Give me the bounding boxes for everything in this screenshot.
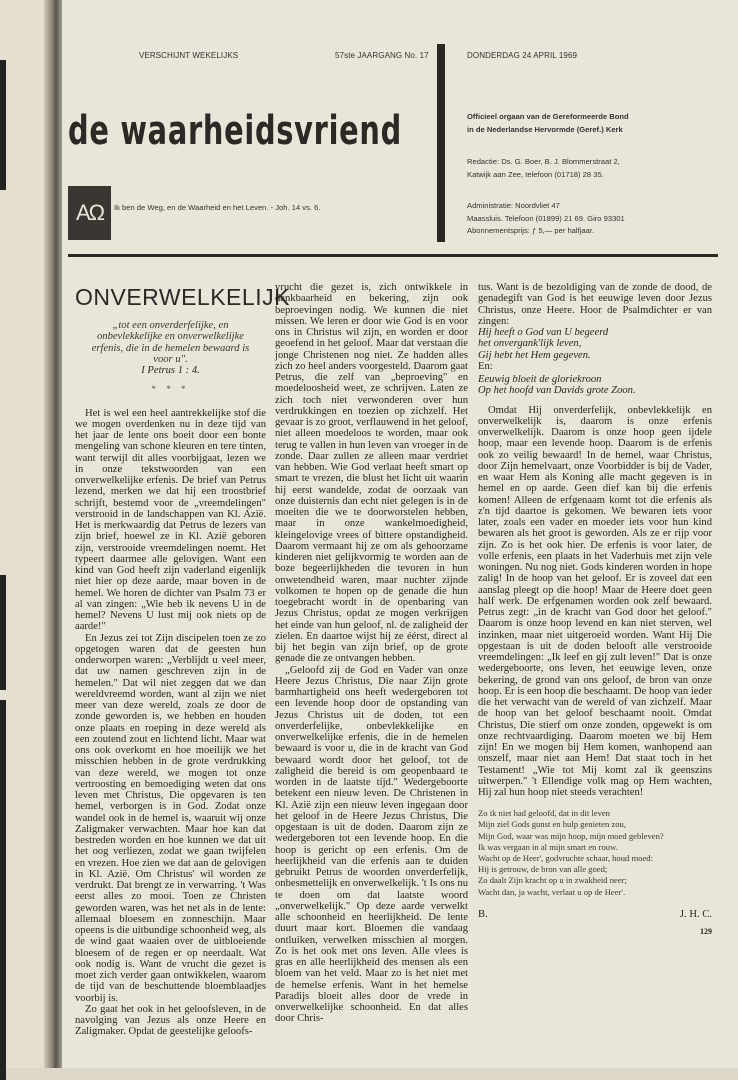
masthead [68, 104, 402, 158]
paragraph: En Jezus zei tot Zijn discipelen toen ze zo opgetogen waren dat de geesten hun onderworpen waren: „Verblijdt u veel meer, dat uw namen geschreven zijn in de hemelen." Dat wil niet zeggen dat we dan wereldvreemd worden, want al zijn we niet meer van deze wereld, zoals ze door de zonde geworden is, we hebben en houden onze plaats en roeping in deze wereld als een zoutend zout en lichtend licht. Maar wat ons ook overkomt en hoe moeilijk we het misschien hebben in de grote verdrukking van deze wereld, we mogen tot onze vertroosting en bemoediging weten dat ons leven met Christus, Die opgevaren is ten hemel, verborgen is in God. Zodat onze wandel ook in de hemel is, waaruit wij onze Zaligmaker verwachten. Maar hoe kan dat bestreden worden en hoe kunnen we dat uit het oog verliezen, zodat we gaan twijfelen en vrezen. Hoe zien we dat aan de gelovigen in Kl. Azië. Om Christus' wil worden ze verdrukt. Dat brengt ze in verwarring. 't Was eerst alles zo mooi. Toen ze Christen geworden waren, was het net als in de lente: allemaal bloesem en zonneschijn. Maar opeens is die uitbundige schoonheid weg, als de wind gaat waaien over de uitbloeiende bloesem of de regen er op neerdaalt. Wat ook nodig is. Want de vrucht die gezet is moet zich verder gaan ontwikkelen, waarom de tijd van de beschuttende bloemblaadjes voorbij is. [75, 632, 266, 1004]
editorial-line: Redactie: Ds. G. Boer, B. J. Blommerstraat 2, [467, 157, 620, 166]
administration-info [467, 200, 625, 238]
organ-info [467, 110, 629, 136]
date-label: DONDERDAG 24 APRIL 1969 [467, 51, 578, 60]
article-column-2 [275, 282, 468, 1052]
signature-right: J. H. C. [679, 908, 712, 920]
masthead-title: de waarheidsvriend [68, 108, 402, 154]
article-column-3 [478, 282, 712, 1052]
page-number: 129 [700, 927, 712, 937]
paragraph: tus. Want is de bezoldiging van de zonde de dood, de genadegift van God is het eeuwige leven door Jezus Christus, onze Heere. Hoor de Psalmdichter er van zingen: [478, 282, 712, 327]
alpha-omega-logo: AΩ [68, 186, 111, 240]
volume-label: 57ste JAARGANG No. 17 [335, 51, 429, 60]
paragraph: Omdat Hij onverderfelijk, onbevlekkelijk en onverwelkelijk is, daarom is onze erfenis onverwelkelijk. Daarom is onze hoop geen ijdele hoop, maar een levende hoop. Daarom is de erfenis ook zo veilig bewaard! In de hemel, waar Christus, door Zijn hemelvaart, onze Voorbidder is bij de Vader, en waar Hem als Koning alle macht gegeven is in hemel en op aarde. Geen dief kan bij die erfenis komen! Alleen de erfgenaam komt tot die erfenis als z'n tijd daartoe is gekomen. We bewaren iets voor later, zoals een vader en moeder iets voor hun kind bewaren als het groot is geworden. Als ze er rijp voor zijn. Zo is het ook hier. De erfenis is voor later, de volle erfenis, een plaats in het Vaderhuis met zijn vele woningen. Nu nog niet. Gods kinderen worden in hope zalig! In de hoop van het geloof. Er is zoveel dat een aanslag pleegt op die hoop! Maar de Heere doet geen half werk. De erfgenamen worden ook zelf bewaard. Petrus zegt: „in de kracht van God door het geloof." Daarom is onze hoop levend en kan niet sterven, wel inzinken, maar niet uitgeroeid worden. Want Hij Die opgestaan is uit de doden belooft alle verstrooide vreemdelingen: „Ik leef en gij zult leven!" Dat is onze wedergeboorte, ons leven, het eeuwige leven, onze bekering, de grond van ons geloof, de bron van onze hoop. Er is een hoop die beschaamt. De hoop van ieder die het verwacht van de wereld of van zichzelf. Maar de hoop van het geloof beschaamt nooit. Omdat Christus, Die stierf om onze zonden, opgewekt is om onze rechtvaardiging. Daarom moeten we bij Hem zijn! En we mogen bij Hem komen, wanhopend aan onszelf, maar niet aan Hem! Dat staat toch in het Testament! „Wie tot Mij komt zal ik geenszins uitwerpen." 't Ellendige volk mag op Hem wachten, Hij zal hun hoop niet steeds verachten! [478, 404, 712, 798]
verse-line: Eeuwig bloeit de gloriekroon [478, 374, 602, 385]
poem-line: Wacht dan, ja wacht, verlaat u op de Heer'. [478, 886, 626, 897]
editorial-line: Katwijk aan Zee, telefoon (01718) 28 35. [467, 170, 604, 179]
poem-line: Zo daalt Zijn kracht op u in zwakheid neer; [478, 875, 627, 886]
organ-line: Officieel orgaan van de Gereformeerde Bond [467, 112, 629, 121]
frequency-label: VERSCHIJNT WEKELIJKS [139, 51, 239, 60]
poem-line: Hij is getrouw, de bron van alle goed; [478, 864, 608, 875]
previous-page-edge [0, 0, 44, 1068]
verse-line: Op het hoofd van Davids grote Zoon. [478, 385, 636, 397]
epigraph: „tot een onverderfelijke, en onbevlekkelijke en onverwelkelijke erfenis, die in de hemelen bewaard is voor u". [91, 320, 250, 365]
header-divider [437, 44, 445, 242]
administration-line: Abonnementsprijs: ƒ 5,— per halfjaar. [467, 226, 595, 235]
epigraph-reference: I Petrus 1 : 4. [141, 365, 200, 376]
paragraph: vrucht die gezet is, zich ontwikkele in dankbaarheid en bekering, zijn ook beproevingen nodig. We kunnen die niet missen. We leren er door wie God is en voor ons in Christus wil zijn, en worden er door geoefend in het geloof. Maar dat verstaan die jonge Christenen nog niet. Ze hadden alles zich zo heel anders voorgesteld. Daarom gaat Petrus, die zelf van „beproeving" en moedeloosheid weet, ze schrijven. Laten ze zich toch niet verwonderen over hun verdrukkingen en toezien op zichzelf. Het gevaar is zo groot, verflauwend in het geloof, niet alleen moedeloos te worden, maar ook terug te vallen in hun leven van vroeger in de zonde. Daar zullen ze alleen maar verdriet van hebben. Wie God verlaat heeft smart op smart te vrezen, die blust het licht uit waarin hij eerst wandelde, zodat de oorzaak van onze duisternis dan echt niet gelegen is in de moeiten die we te doorworstelen hebben, maar in onze wankelmoedigheid, kleingelovige vrees of bittere opstandigheid. Daarom vermaant hij ze om als gehoorzame kinderen niet gelijkvormig te worden aan de boze begeerlijkheden die tevoren in hun onwetendheid waren, maar nuchter zijnde volkomen te hopen op de genade die hun toegebracht wordt in de openbaring van Jezus Christus, opdat ze mogen verkrijgen het einde van hun geloof, nl. de zaligheid der zielen. En daartoe wijst hij ze éérst, direct al bij het begin van zijn brief, op de grote genade die ze ontvangen hebben. [275, 282, 468, 665]
verse-line: het onvergank'lijk leven, [478, 338, 582, 350]
verse-line: Gij hebt het Hem gegeven. [478, 349, 591, 361]
header-rule [68, 254, 718, 257]
paragraph: Zo gaat het ook in het geloofsleven, in de navolging van Jezus als onze Heere en Zaligmaker. Opdat de geestelijke geloofs- [75, 1003, 266, 1038]
poem-line: Zo ik niet had geloofd, dat in dit leven [478, 808, 610, 819]
editorial-info [467, 155, 620, 181]
administration-line: Administratie: Noordvliet 47 [467, 201, 560, 210]
organ-line: in de Nederlandse Hervormde (Geref.) Kerk [467, 125, 623, 134]
paragraph: „Geloofd zij de God en Vader van onze Heere Jezus Christus, Die naar Zijn grote barmhartigheid ons heeft wedergeboren tot een levende hoop door de opstanding van Jezus Christus uit de doden, tot een onverderfelijke, onbevlekkelijke en onverwelkelijke erfenis, die in de hemelen bewaard is voor u, die in de kracht van God bewaard wordt door het geloof, tot de zaligheid die bereid is om geopenbaard te worden in de laatste tijd." Wedergeboorte betekent een nieuw leven. De Christenen in Kl. Azië zijn een nieuw leven ingegaan door het geloof in de Heere Jezus Christus, Die opgestaan is uit de doden. Daarom zijn ze wedergeboren tot een levende hoop. En die hoop is gericht op een erfenis. Om de heerlijkheid van die erfenis aan te duiden gebruikt Petrus de woorden onverderfelijk, onbesmettelijk en onverwelkelijk. 't Is ons nu te doen om dat laatste woord „onverwelkelijk." Op deze aarde verwelkt alle schoonheid en heerlijkheid. De lente duurt maar kort. Bloemen die vandaag ontluiken, verwelken misschien al morgen. Zo is het ook met ons leven. Alle vlees is gras en alle heerlijkheid des mensen als een bloem van het veld. Maar zo is het niet met de hemelse erfenis. Want in het hemelse Paradijs bloeit alles door de vrede in onverwelkelijke schoonheid. En dat alles door Chris- [275, 664, 468, 1025]
signature-left: B. [478, 908, 488, 920]
previous-page-rule [0, 700, 6, 1080]
closing-poem [478, 808, 712, 898]
previous-page-rule [0, 575, 6, 690]
separator: * * * [151, 384, 190, 395]
previous-page-rule [0, 60, 6, 190]
poem-line: Mijn ziel Gods gunst en hulp genieten zou, [478, 819, 626, 830]
poem-line: Mijn God, waar was mijn hoop, mijn moed gebleven? [478, 830, 664, 841]
newspaper-page [62, 0, 738, 1068]
article-column-1 [75, 282, 290, 1052]
verse-line: Hij heeft o God van U begeerd [478, 327, 609, 338]
signatures [478, 909, 712, 920]
paragraph: Het is wel een heel aantrekkelijke stof die we mogen overdenken nu in deze tijd van het jaar de lente ons boeit door een bonte mengeling van schone kleuren en tere tinten, want terwijl dit alles voorbijgaat, lezen we in onze tekstwoorden van een onverwelkelijke erfenis. De brief van Petrus lezend, merken we dat hij een troostbrief schrijft, bestemd voor de „vreemdelingen" verstrooid in de landschappen van Kl. Azië. Het is merkwaardig dat Petrus de lezers van zijn brief, hoewel ze in Kl. Azië geboren zijn, verstrooide vreemdelingen noemt. Het typeert daarmee alle gelovigen. Want een kind van God heeft zijn vaderland eigenlijk niet hier op deze aarde, maar boven in de hemel. We horen de dichter van Psalm 73 er al van zingen: „Wie heb ik nevens U in de hemel? Nevens U lust mij ook niets op de aarde!" [75, 407, 266, 633]
article-title: ONVERWELKELIJK [75, 284, 290, 310]
conjunction: En: [478, 360, 493, 372]
page-gutter [44, 0, 64, 1068]
poem-line: Ik was vergaan in al mijn smart en rouw. [478, 841, 618, 852]
motto: Ik ben de Weg, en de Waarheid en het Leven. - Joh. 14 vs. 6. [114, 203, 321, 212]
administration-line: Maassluis. Telefoon (01899) 21 69. Giro 93301 [467, 213, 625, 223]
poem-line: Wacht op de Heer', godvruchte schaar, houd moed: [478, 853, 653, 864]
